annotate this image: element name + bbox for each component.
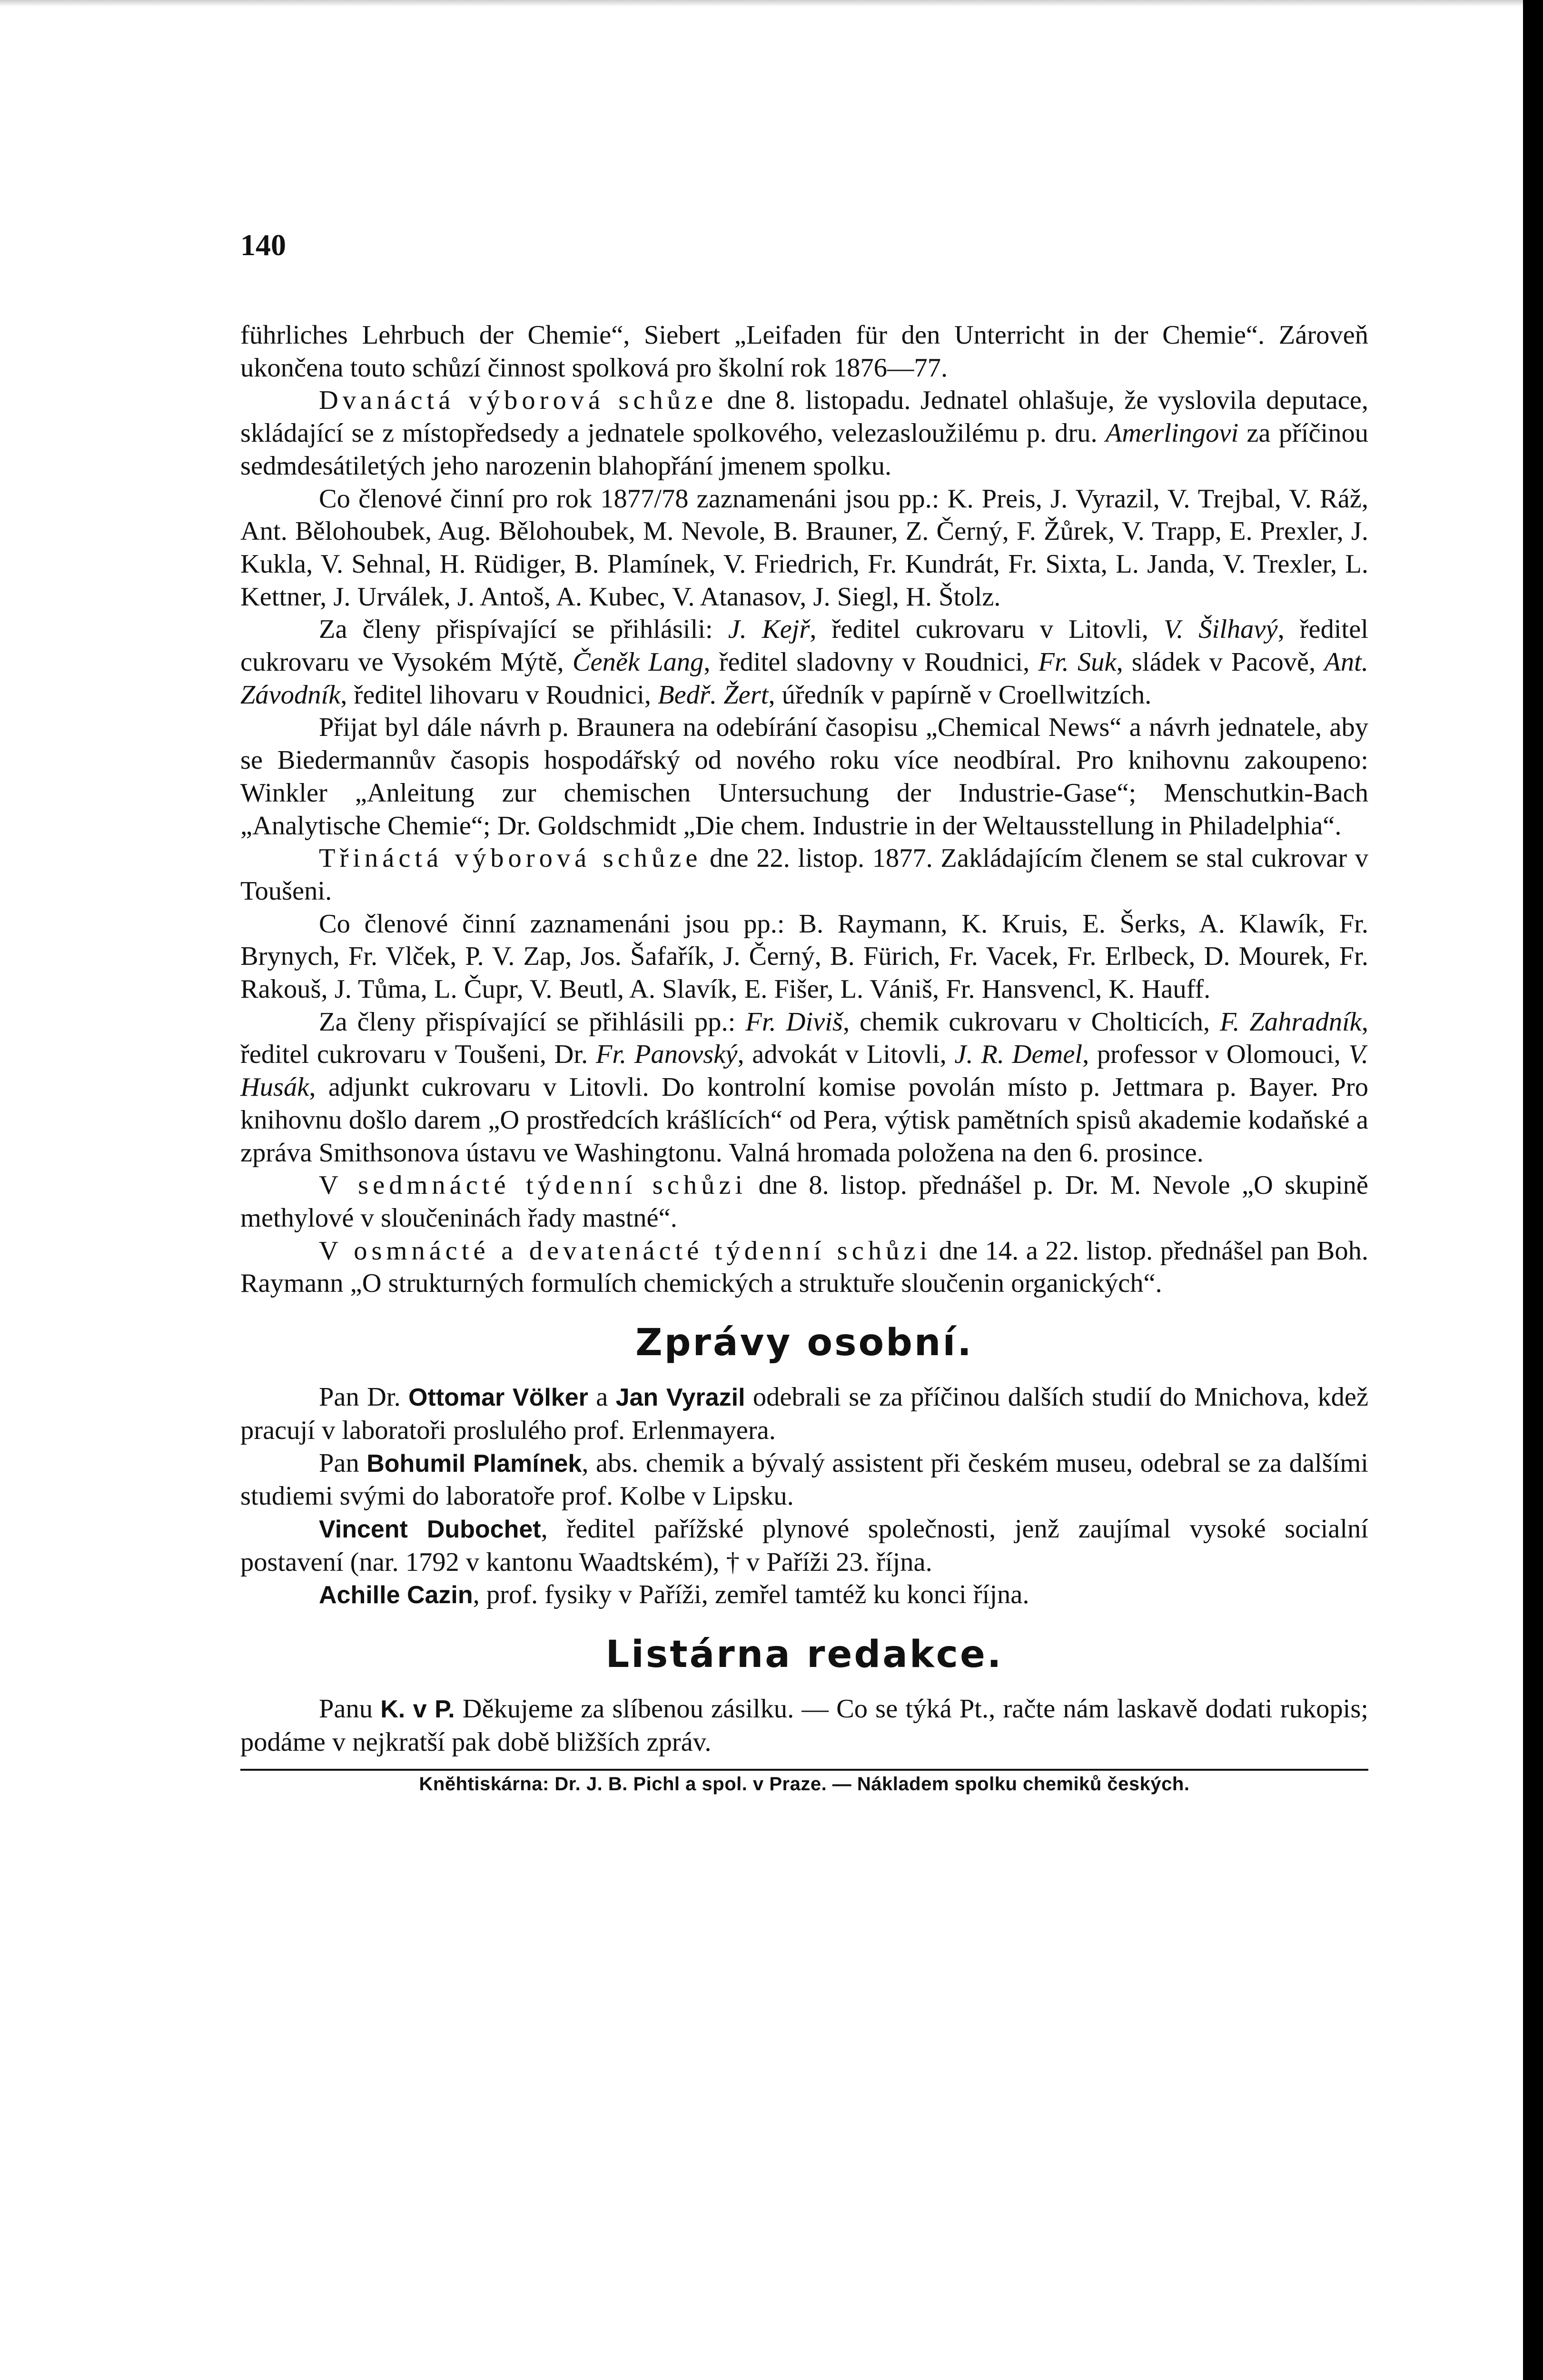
text-run: dne 14. a 22. listop. přednášel pan Boh. Raymann „O strukturných formulích chemických a struktuře sloučenin organických“. [240, 1236, 1368, 1299]
text-run: , professor v Olomouci, [1082, 1040, 1349, 1070]
name-italic: Fr. Panovský [595, 1040, 738, 1070]
name-italic: Amerlingovi [1105, 418, 1239, 448]
text-run: Za členy přispívající se přihlásili pp.: [319, 1007, 746, 1037]
text-run: , chemik cukrovaru v Cholticích, [842, 1007, 1220, 1037]
name-italic: V. Šilhavý [1163, 615, 1278, 645]
paragraph-osobni-dubochet [240, 1513, 1368, 1578]
paragraph-osobni-volker [240, 1381, 1368, 1447]
name-italic: Ant. Závodník [240, 647, 1368, 710]
paragraph-osobni-cazin [240, 1578, 1368, 1612]
paragraph-clenove-cinni-2: Co členové činní zaznamenáni jsou pp.: B. Raymann, K. Kruis, E. Šerks, A. Klawík, Fr. Brynych, Fr. Vlček, P. V. Zap, Jos. Šafařík, J. Černý, B. Fürich, Fr. Vacek, Fr. Erlbeck, D. Mourek, Fr. Rakouš, J. Tůma, L. Čupr, V. Beutl, A. Slavík, E. Fišer, L. Vániš, Fr. Hansvencl, K. Hauff. [240, 909, 1368, 1004]
document-page [240, 224, 1368, 1797]
name-bold: Vincent Dubochet [319, 1515, 541, 1543]
text-run: , advokát v Litovli, [737, 1040, 955, 1070]
page-number: 140 [240, 228, 286, 262]
text-run: a [588, 1382, 616, 1412]
name-bold: K. v P. [380, 1696, 455, 1724]
text-run: , ředitel lihovaru v Roudnici, [340, 680, 658, 710]
paragraph-sedmnacta-schuze [240, 1169, 1368, 1234]
spaced-heading: V osmnácté a devatenácté týdenní schůzi [319, 1236, 932, 1266]
text-run: Panu [319, 1694, 381, 1724]
paragraph-clenove-prispivajici-2 [240, 1006, 1368, 1170]
paragraph-clenove-prispivajici-1 [240, 613, 1368, 711]
paragraph-dvanacta-schuze [240, 384, 1368, 482]
text-run: odebrali se za příčinou dalších studií do Mnichova, kdež pracují v laboratoři proslulého prof. Erlenmayera. [240, 1382, 1369, 1445]
text-run: , prof. fysiky v Paříži, zemřel tamtéž ku konci října. [473, 1580, 1029, 1610]
text-run: , úředník v papírně v Croellwitzích. [768, 680, 1152, 710]
spaced-heading: Třináctá výborová schůze [319, 843, 702, 873]
scan-top-edge [0, 0, 1543, 7]
text-run: , adjunkt cukrovaru v Litovli. Do kontrolní komise povolán místo p. Jettmara p. Bayer. Pro knihovnu došlo darem „O prostředcích krášlících“ od Pera, výtisk pamětních spisů akademie kodaňské a zpráva Smithsonova ústavu ve Washingtonu. Valná hromada položena na den 6. prosince. [240, 1072, 1368, 1168]
heading-zpravy-osobni: Zprávy osobní. [635, 1321, 973, 1365]
text-run: dne 8. listopadu. Jednatel ohlašuje, že vyslovila deputace, skládající se z místopředsedy a jednatele spolkového, velezasloužilému p. dru. [240, 386, 1368, 448]
scan-right-border [1523, 0, 1543, 2380]
paragraph-trinacta-schuze [240, 842, 1368, 907]
paragraph-osmnacta-schuze [240, 1235, 1368, 1300]
name-italic: Fr. Diviš [745, 1007, 843, 1037]
text-run: , ředitel sladovny v Roudnici, [703, 647, 1039, 677]
text-run: , abs. chemik a bývalý assistent při českém museu, odebral se za dalšími studiemi svými do laboratoře prof. Kolbe v Lipsku. [240, 1448, 1368, 1511]
text-run: Pan Dr. [319, 1382, 409, 1412]
text-run: , ředitel cukrovaru v Litovli, [810, 615, 1164, 645]
imprint-footer: Knĕhtiskárna: Dr. J. B. Pichl a spol. v Praze. — Nákladem spolku chemiků českých. [419, 1774, 1190, 1795]
name-italic: Bedř. Žert [658, 680, 769, 710]
text-run: , ředitel cukrovaru v Toušeni, Dr. [240, 1007, 1368, 1070]
name-italic: J. R. Demel [954, 1040, 1083, 1070]
name-bold: Jan Vyrazil [615, 1384, 745, 1412]
name-bold: Bohumil Plamínek [366, 1449, 582, 1478]
text-run: dne 22. listop. 1877. Zakládajícím členem se stal cukrovar v Toušeni. [240, 843, 1368, 906]
paragraph-lehrbuch: führliches Lehrbuch der Chemie“, Siebert „Leifaden für den Unterricht in der Chemie“. Zároveň ukončena touto schůzí činnost spolková pro školní rok 1876—77. [240, 320, 1368, 383]
paragraph-prijat-navrh: Přijat byl dále návrh p. Braunera na odebírání časopisu „Chemical News“ a návrh jednatele, aby se Biedermannův časopis hospodářský od nového roku více neodbíral. Pro knihovnu zakoupeno: Winkler „Anleitung zur chemischen Untersuchung der Industrie-Gase“; Menschutkin-Bach „Analytische Chemie“; Dr. Goldschmidt „Die chem. Industrie in der Weltausstellung in Philadelphia“. [240, 713, 1368, 841]
name-italic: J. Kejř [728, 615, 810, 645]
text-run: Za členy přispívající se přihlásili: [319, 615, 728, 645]
paragraph-clenove-cinni-1: Co členové činní pro rok 1877/78 zaznamenáni jsou pp.: K. Preis, J. Vyrazil, V. Trejbal, V. Ráž, Ant. Bělohoubek, Aug. Bělohoubek, M. Nevole, B. Brauner, Z. Černý, F. Žůrek, V. Trapp, E. Prexler, J. Kukla, V. Sehnal, H. Rüdiger, B. Plamínek, V. Friedrich, Fr. Kundrát, Fr. Sixta, L. Janda, V. Trexler, L. Kettner, J. Urválek, J. Antoš, A. Kubec, V. Atanasov, J. Siegl, H. Štolz. [240, 484, 1368, 612]
spaced-heading: V sedmnácté týdenní schůzi [319, 1170, 747, 1200]
paragraph-osobni-plaminek [240, 1447, 1368, 1513]
spaced-heading: Dvanáctá výborová schůze [319, 386, 718, 416]
name-italic: Fr. Suk [1038, 647, 1117, 677]
text-run: , sládek v Pacově, [1116, 647, 1325, 677]
paragraph-listarna [240, 1693, 1368, 1758]
name-italic: F. Zahradník [1220, 1007, 1362, 1037]
name-italic: Čeněk Lang [572, 647, 704, 677]
name-italic: V. Husák [240, 1040, 1368, 1102]
text-run: , ředitel pařížské plynové společnosti, jenž zaujímal vysoké socialní postavení (nar. 1792 v kantonu Waadtském), † v Paříži 23. října. [240, 1514, 1369, 1577]
text-run: Pan [319, 1448, 367, 1478]
text-run: dne 8. listop. přednášel p. Dr. M. Nevole „O skupině methylové v sloučeninách řady mastné“. [240, 1170, 1368, 1233]
name-bold: Ottomar Völker [408, 1384, 588, 1412]
heading-listarna-redakce: Listárna redakce. [605, 1633, 1003, 1676]
text-run: za příčinou sedmdesátiletých jeho narozenin blahopřání jmenem spolku. [240, 418, 1369, 481]
text-run: , ředitel cukrovaru ve Vysokém Mýtě, [240, 615, 1368, 677]
name-bold: Achille Cazin [319, 1581, 473, 1609]
text-run: Děkujeme za slíbenou zásilku. — Co se týká Pt., račte nám laskavě dodati rukopis; podáme v nejkratší pak době bližších zpráv. [240, 1694, 1369, 1757]
